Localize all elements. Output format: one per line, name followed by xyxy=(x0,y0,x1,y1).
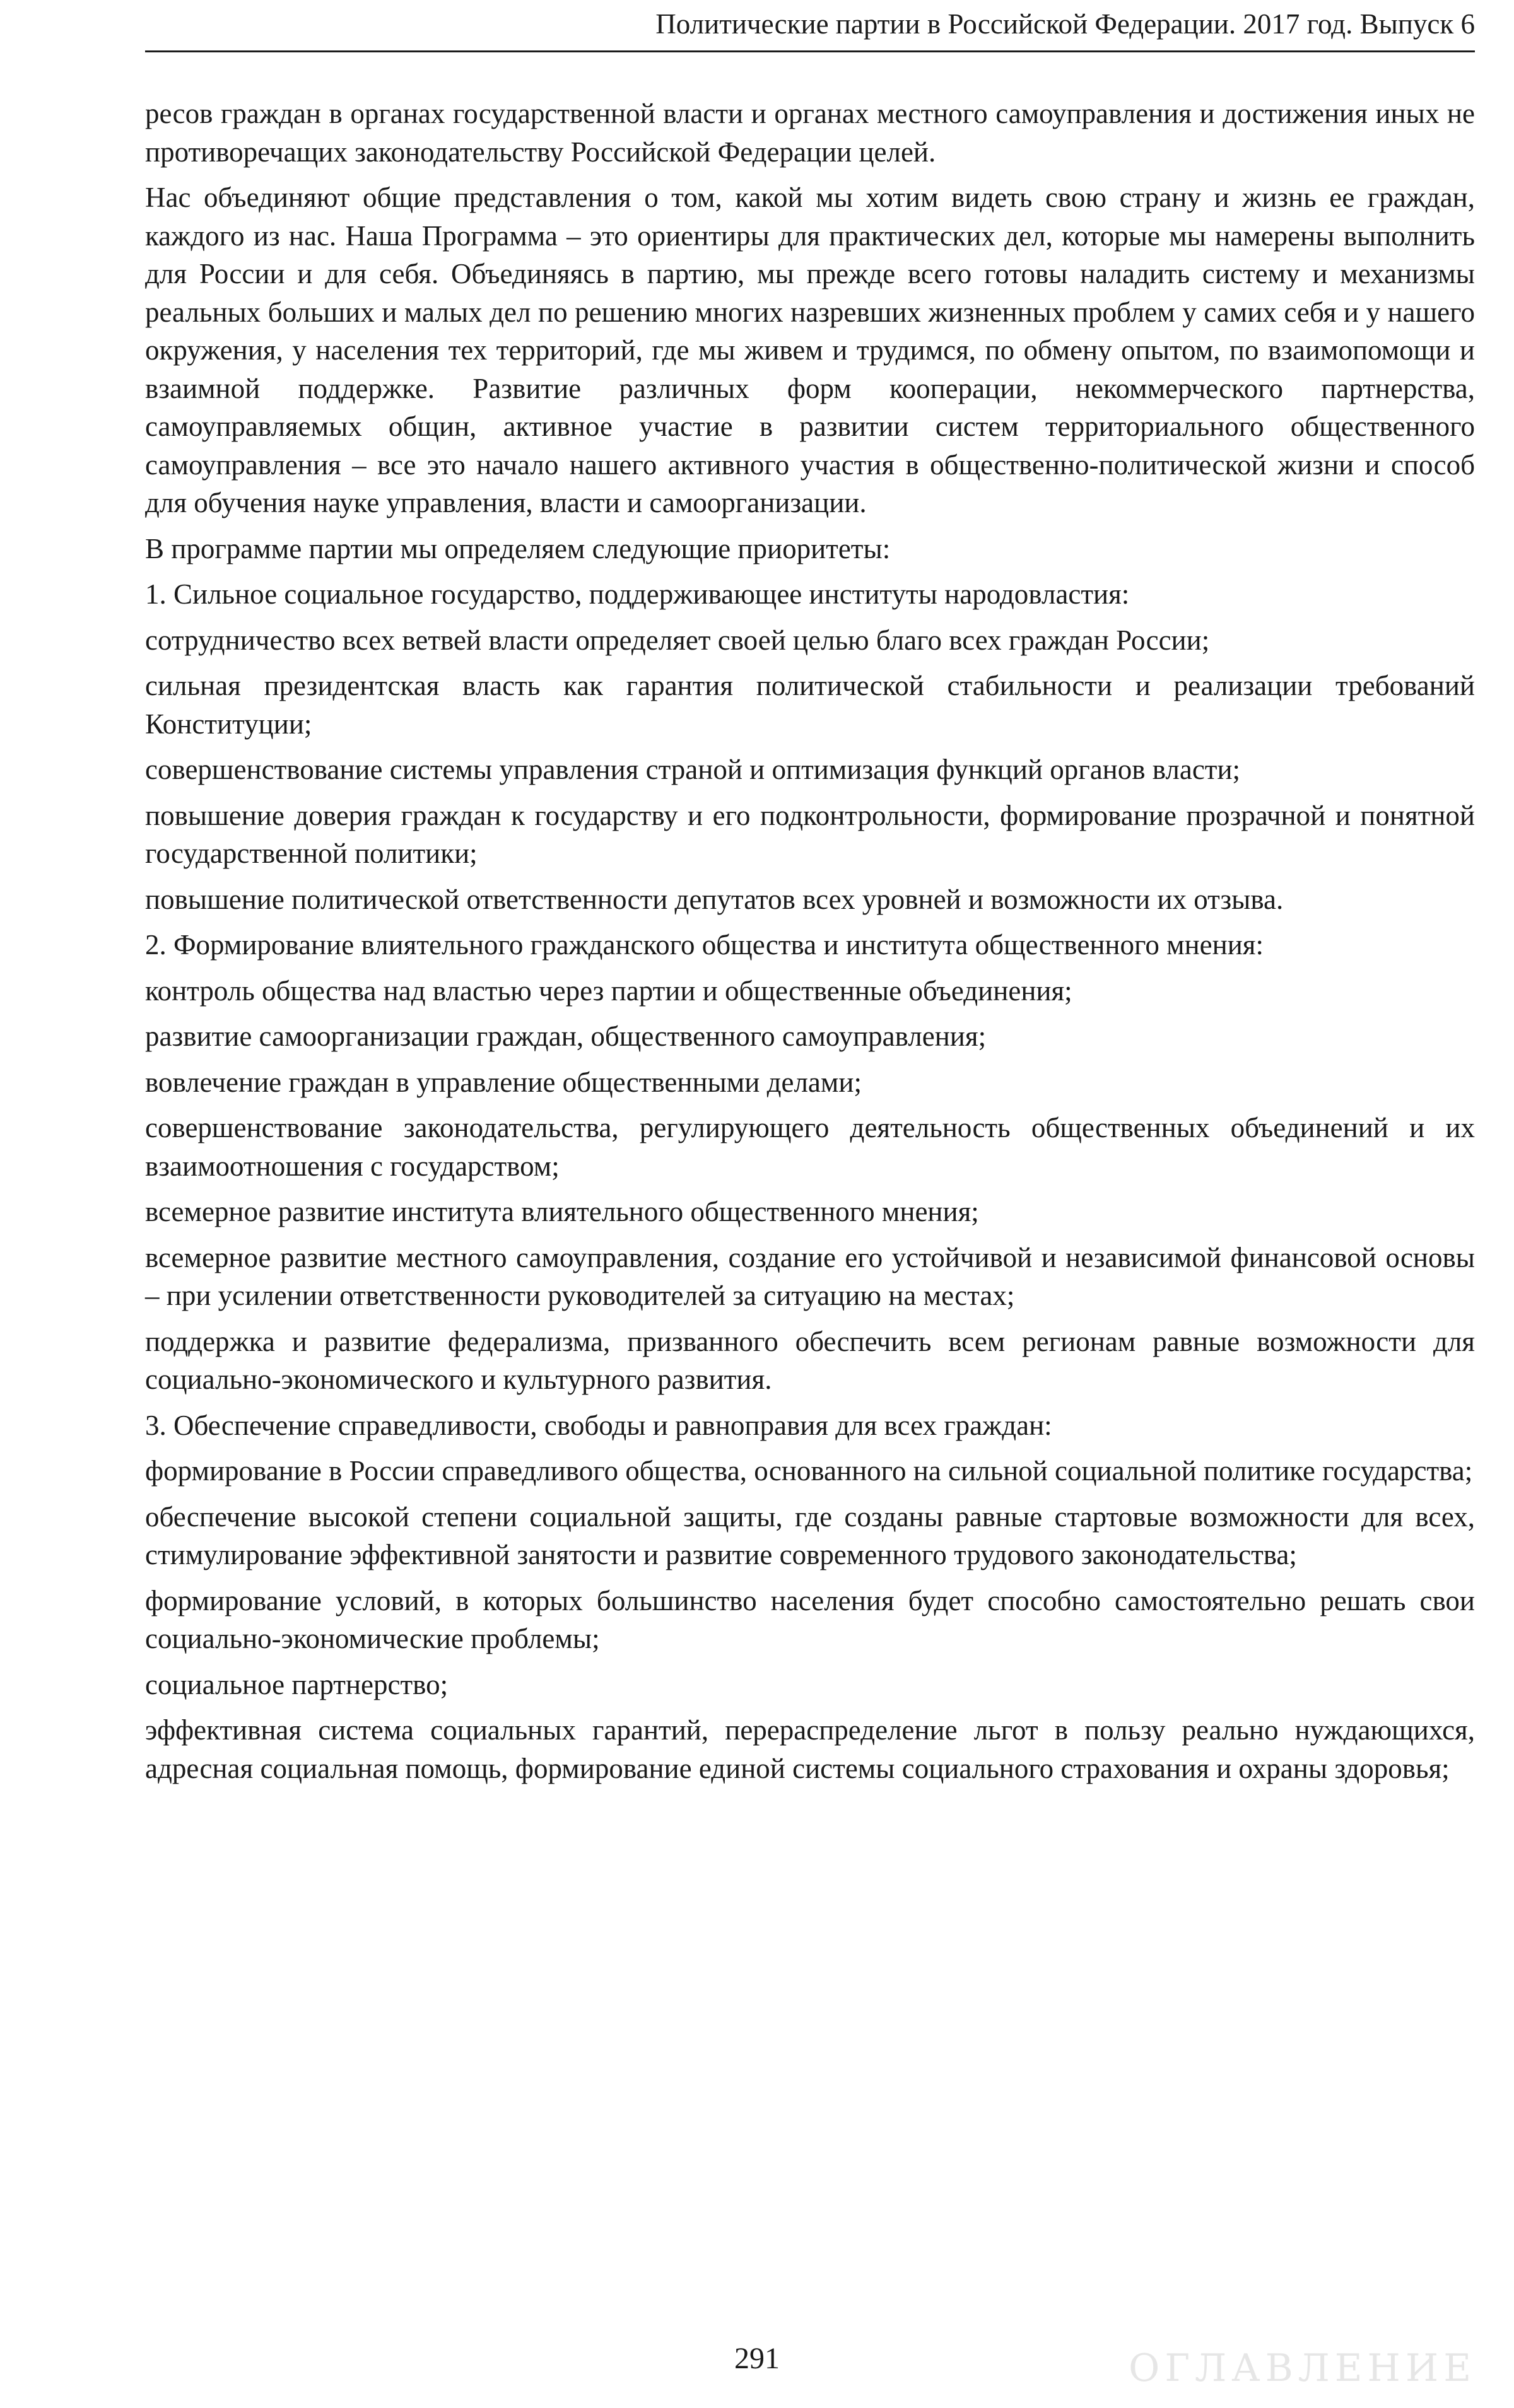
paragraph: эффективная система социальных гарантий, перераспределение льгот в пользу реально нуждающихся, адресная социальная помощь, формирование единой системы социального страхования и охраны здоровья; xyxy=(145,1714,1475,1784)
running-header: Политические партии в Российской Федерации. 2017 год. Выпуск 6 xyxy=(655,8,1475,40)
paragraph: социальное партнерство; xyxy=(145,1668,449,1700)
paragraph: 1. Сильное социальное государство, поддерживающее институты народовластия: xyxy=(145,578,1130,610)
paragraph: В программе партии мы определяем следующие приоритеты: xyxy=(145,532,891,564)
page-number: 291 xyxy=(734,2342,780,2375)
paragraph: 2. Формирование влиятельного гражданского общества и института общественного мнения: xyxy=(145,929,1264,961)
contents-watermark: ОГЛАВЛЕНИЕ xyxy=(1129,2346,1476,2390)
paragraph: Нас объединяют общие представления о том, какой мы хотим видеть свою страну и жизнь ее граждан, каждого из нас. Наша Программа – это ориентиры для практических дел, которые мы намерены выполнить для России и для себя. Объединяясь в партию, мы прежде всего готовы наладить систему и механизмы реальных больших и малых дел по решению многих назревших жизненных проблем у самих себя и у нашего окружения, у населения тех территорий, где мы живем и трудимся, по обмену опытом, по взаимопомощи и взаимной поддержке. Развитие различных форм кооперации, некоммерческого партнерства, самоуправляемых общин, активное участие в развитии систем территориального общественного самоуправления – все это начало нашего активного участия в общественно-политической жизни и способ для обучения науке управления, власти и самоорганизации. xyxy=(145,182,1475,518)
paragraph: развитие самоорганизации граждан, общественного самоуправления; xyxy=(145,1020,987,1052)
paragraph: повышение политической ответственности депутатов всех уровней и возможности их отзыва. xyxy=(145,883,1284,915)
paragraph: совершенствование системы управления страной и оптимизация функций органов власти; xyxy=(145,754,1241,785)
paragraph: поддержка и развитие федерализма, призванного обеспечить всем регионам равные возможности для социально-экономического и культурного развития. xyxy=(145,1325,1475,1395)
paragraph: ресов граждан в органах государственной власти и органах местного самоуправления и достижения иных не противоречащих законодательству Российской Федерации целей. xyxy=(145,98,1475,168)
paragraph: формирование в России справедливого общества, основанного на сильной социальной политике государства; xyxy=(145,1455,1473,1487)
paragraph: сильная президентская власть как гарантия политической стабильности и реализации требований Конституции; xyxy=(145,670,1475,740)
paragraph: повышение доверия граждан к государству и его подконтрольности, формирование прозрачной и понятной государственной политики; xyxy=(145,799,1475,869)
page-body xyxy=(145,95,1475,1795)
paragraph: вовлечение граждан в управление общественными делами; xyxy=(145,1066,862,1098)
paragraph: контроль общества над властью через партии и общественные объединения; xyxy=(145,974,1072,1007)
paragraph: формирование условий, в которых большинство населения будет способно самостоятельно решать свои социально-экономические проблемы; xyxy=(145,1584,1475,1654)
paragraph: совершенствование законодательства, регулирующего деятельность общественных объединений и их взаимоотношения с государством; xyxy=(145,1112,1475,1182)
paragraph: всемерное развитие местного самоуправления, создание его устойчивой и независимой финансовой основы – при усилении ответственности руководителей за ситуацию на местах; xyxy=(145,1241,1475,1311)
paragraph: сотрудничество всех ветвей власти определяет своей целью благо всех граждан России; xyxy=(145,624,1210,656)
paragraph: обеспечение высокой степени социальной защиты, где созданы равные стартовые возможности для всех, стимулирование эффективной занятости и развитие современного трудового законодательства; xyxy=(145,1500,1475,1570)
paragraph: 3. Обеспечение справедливости, свободы и равноправия для всех граждан: xyxy=(145,1409,1052,1441)
header-rule xyxy=(145,50,1475,52)
paragraph: всемерное развитие института влиятельного общественного мнения; xyxy=(145,1196,979,1227)
